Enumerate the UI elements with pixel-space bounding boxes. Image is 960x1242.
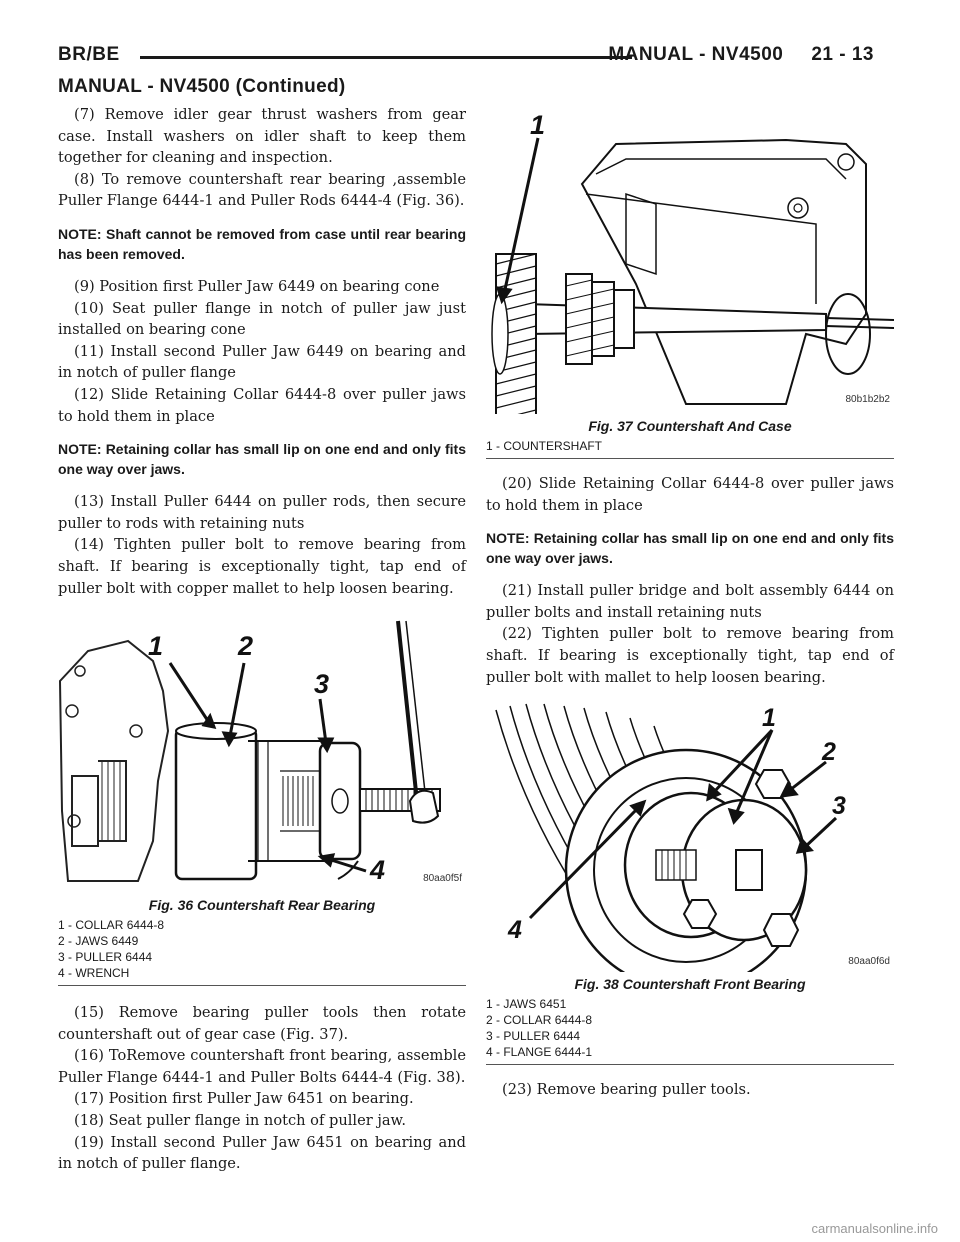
step-7: (7) Remove idler gear thrust washers from gear case. Install washers on idler shaft to keep them together for cleaning and inspection. <box>58 106 466 167</box>
step-21: (21) Install puller bridge and bolt assembly 6444 on puller bolts and install retaining nuts <box>486 582 894 621</box>
fig36-callout-3: 3 <box>314 669 330 700</box>
fig38-callout-1: 1 <box>762 704 776 733</box>
step-22: (22) Tighten puller bolt to remove bearing from shaft. If bearing is exceptionally tight, tap end of puller bolt with mallet to help loosen bearing. <box>486 625 894 686</box>
legend-item: 3 - PULLER 6444 <box>58 950 153 965</box>
step-13: (13) Install Puller 6444 on puller rods, then secure puller to rods with retaining nuts <box>58 493 466 532</box>
legend-item: 2 - JAWS 6449 <box>58 934 139 949</box>
fig37-title: Fig. 37 Countershaft And Case <box>588 418 792 434</box>
step-23: (23) Remove bearing puller tools. <box>502 1081 751 1099</box>
step-9: (9) Position first Puller Jaw 6449 on bearing cone <box>74 277 440 295</box>
fig37-illustration <box>486 104 894 414</box>
header-page: 21 - 13 <box>811 44 874 65</box>
step-15: (15) Remove bearing puller tools then rotate countershaft out of gear case (Fig. 37). <box>58 1004 466 1043</box>
watermark: carmanualsonline.info <box>811 1221 938 1236</box>
fig38-illustration <box>486 700 894 972</box>
step-20: (20) Slide Retaining Collar 6444-8 over puller jaws to hold them in place <box>486 475 894 514</box>
step-16: (16) ToRemove countershaft front bearing, assemble Puller Flange 6444-1 and Puller Bolts 6444-4 (Fig. 38). <box>58 1047 466 1086</box>
note-shaft-removal: NOTE: Shaft cannot be removed from case until rear bearing has been removed. <box>58 225 466 262</box>
legend-item: 2 - COLLAR 6444-8 <box>486 1013 593 1028</box>
fig37-rule <box>486 458 894 459</box>
header-right <box>608 44 874 66</box>
section-title: MANUAL - NV4500 (Continued) <box>58 76 346 97</box>
fig36-code: 80aa0f5f <box>423 873 462 885</box>
figure-37 <box>486 104 894 459</box>
fig37-callout-1: 1 <box>530 110 546 140</box>
note-retaining-collar-2: NOTE: Retaining collar has small lip on one end and only fits one way over jaws. <box>486 530 894 567</box>
step-19: (19) Install second Puller Jaw 6451 on bearing and in notch of puller flange. <box>58 1133 466 1173</box>
header-manual: MANUAL - NV4500 <box>608 44 784 65</box>
fig38-callout-2: 2 <box>822 738 836 767</box>
header-rule <box>140 56 632 59</box>
legend-item: 4 - WRENCH <box>58 966 130 981</box>
fig36-legend <box>58 917 466 981</box>
figure-38 <box>486 700 894 1065</box>
fig37-code: 80b1b2b2 <box>845 394 890 405</box>
note-retaining-collar: NOTE: Retaining collar has small lip on one end and only fits one way over jaws. <box>58 441 466 478</box>
step-12: (12) Slide Retaining Collar 6444-8 over puller jaws to hold them in place <box>58 385 466 425</box>
fig38-rule <box>486 1064 894 1065</box>
legend-item: 1 - JAWS 6451 <box>486 997 567 1012</box>
left-column <box>58 104 466 1175</box>
step-18: (18) Seat puller flange in notch of puller jaw. <box>74 1112 406 1130</box>
step-14: (14) Tighten puller bolt to remove bearing from shaft. If bearing is exceptionally tight, tap end of puller bolt with copper mallet to help loosen bearing. <box>58 536 466 597</box>
fig36-illustration <box>58 611 466 893</box>
fig38-callout-4: 4 <box>508 916 522 945</box>
fig38-legend <box>486 996 894 1060</box>
header-model: BR/BE <box>58 44 120 65</box>
fig36-callout-2: 2 <box>238 631 254 662</box>
fig37-legend <box>486 438 894 454</box>
legend-item: 1 - COLLAR 6444-8 <box>58 918 165 933</box>
fig36-title: Fig. 36 Countershaft Rear Bearing <box>148 897 376 914</box>
fig38-callout-3: 3 <box>832 792 846 821</box>
fig38-title: Fig. 38 Countershaft Front Bearing <box>574 976 806 993</box>
figure-36 <box>58 611 466 986</box>
right-column <box>486 104 894 1101</box>
fig36-callout-1: 1 <box>148 631 164 662</box>
step-8: (8) To remove countershaft rear bearing ,assemble Puller Flange 6444-1 and Puller Rods 6444-4 (Fig. 36). <box>58 170 466 210</box>
legend-item: 4 - FLANGE 6444-1 <box>486 1045 593 1060</box>
step-11: (11) Install second Puller Jaw 6449 on bearing and in notch of puller flange <box>58 342 466 382</box>
step-17: (17) Position first Puller Jaw 6451 on bearing. <box>74 1090 414 1108</box>
legend-item: 1 - COUNTERSHAFT <box>486 439 603 453</box>
fig36-callout-4: 4 <box>370 855 386 886</box>
fig36-rule <box>58 985 466 986</box>
step-10: (10) Seat puller flange in notch of puller jaw just installed on bearing cone <box>58 299 466 339</box>
legend-item: 3 - PULLER 6444 <box>486 1029 581 1044</box>
fig38-code: 80aa0f6d <box>848 956 890 968</box>
